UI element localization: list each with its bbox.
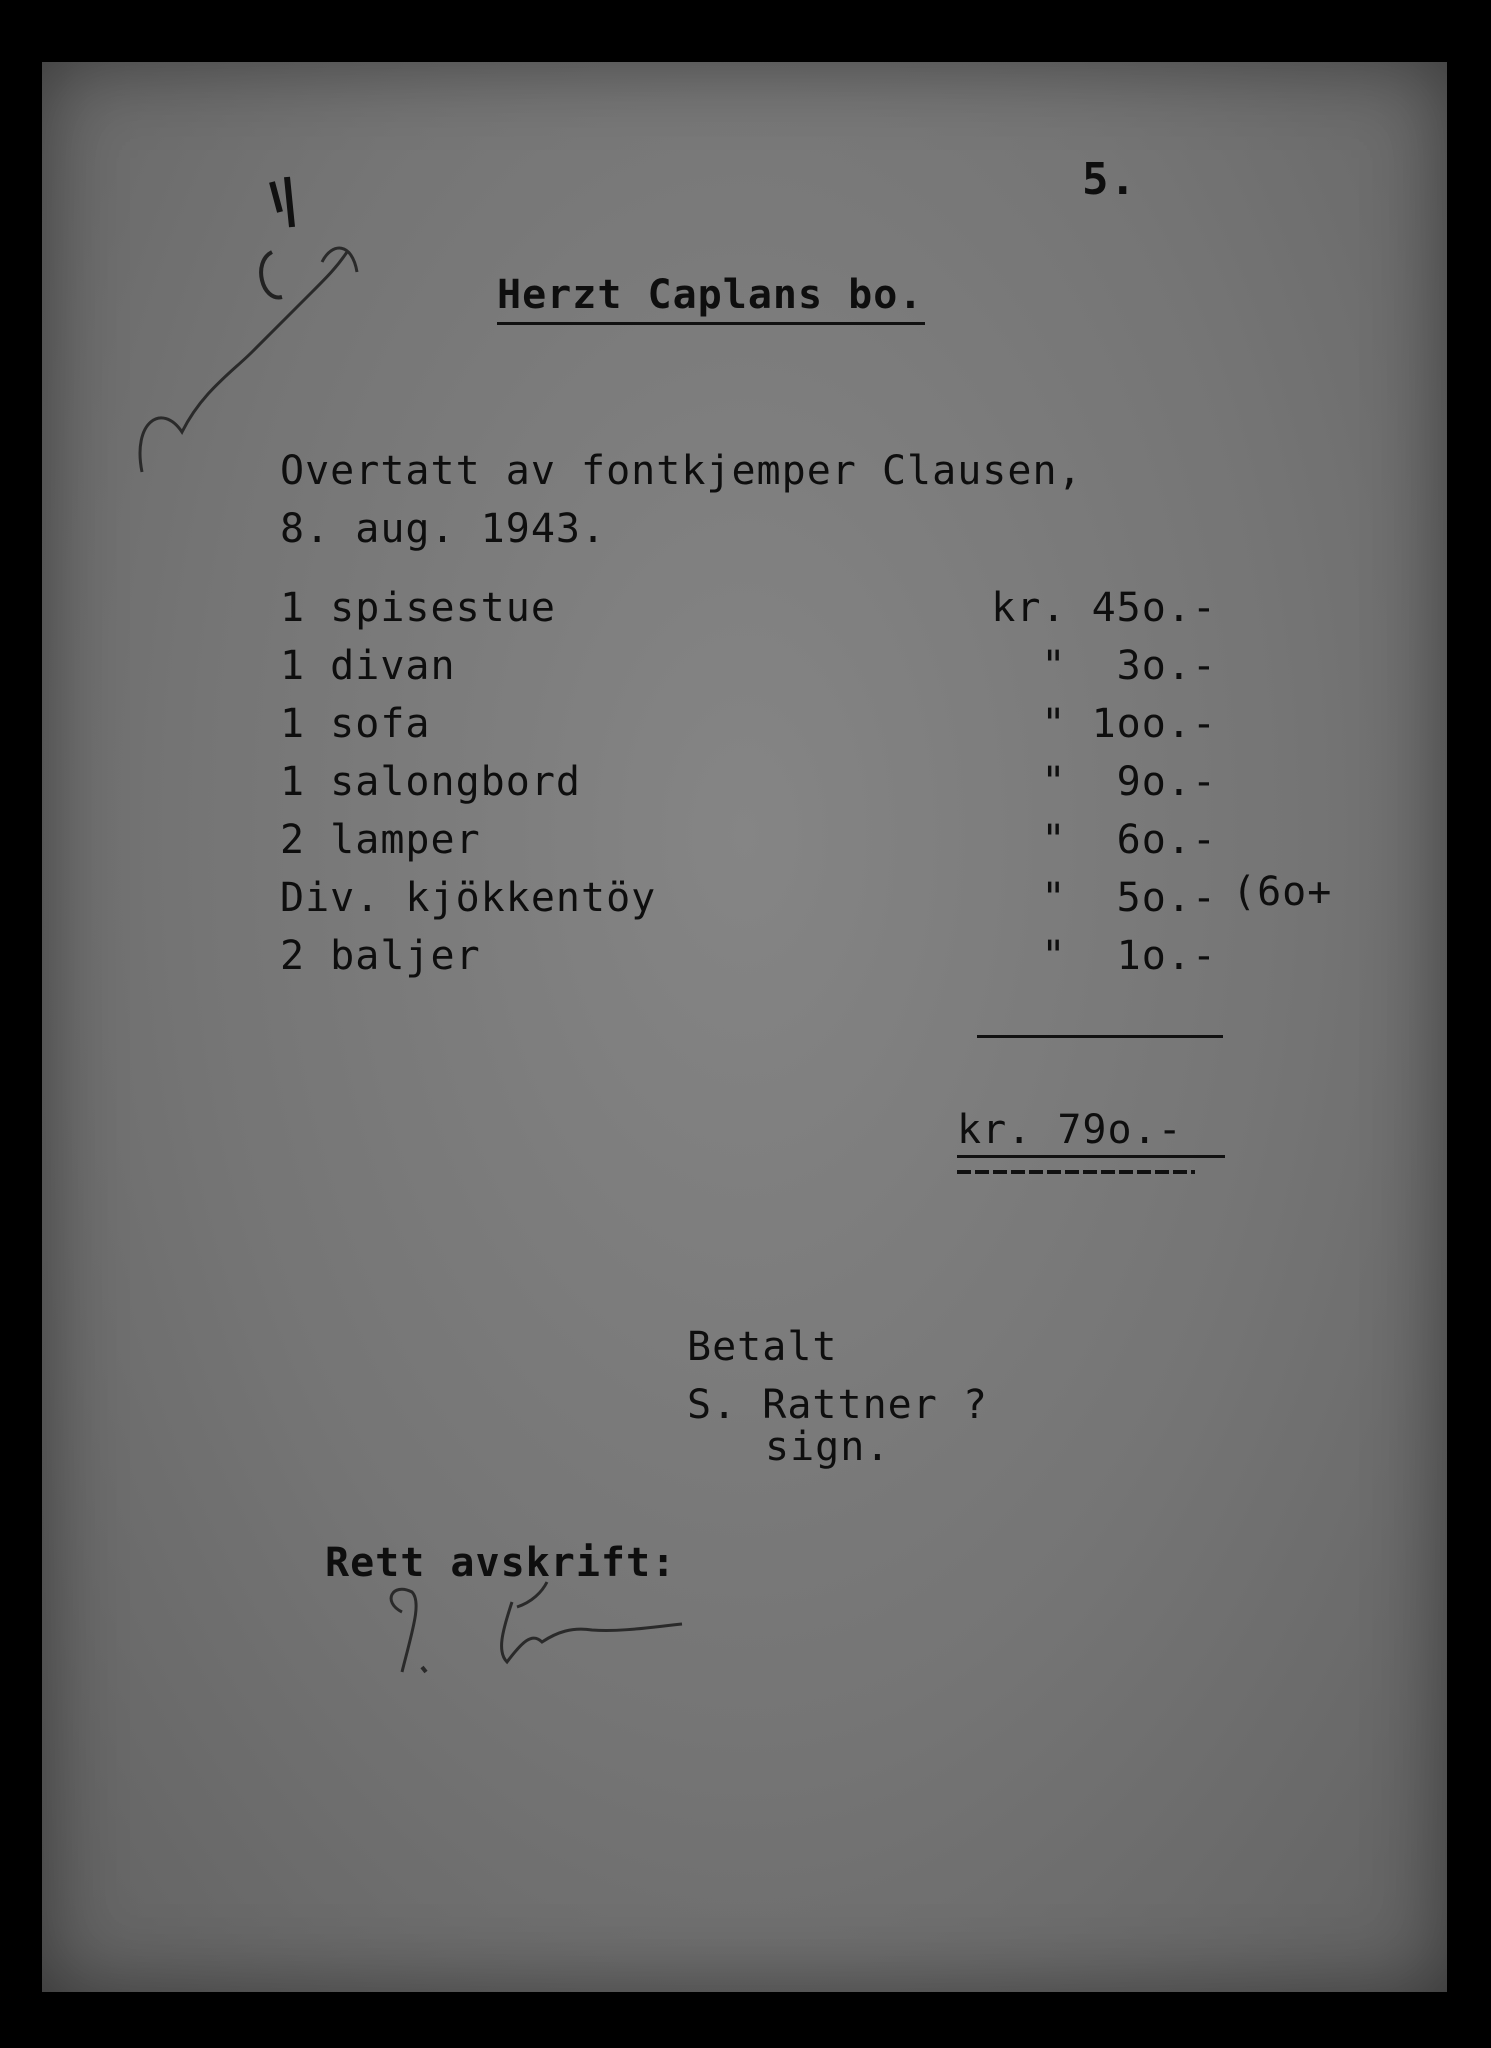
list-item: 2 baljer [280, 933, 481, 979]
list-item: 1 spisestue [280, 585, 556, 631]
total-underline [957, 1155, 1225, 1158]
total-double-underline [957, 1170, 1195, 1174]
item-amount: " 1o.- [1041, 933, 1217, 979]
item-amount: " 1oo.- [1041, 701, 1217, 747]
true-copy-label: Rett avskrift: [325, 1540, 677, 1586]
paid-label: Betalt [687, 1324, 838, 1370]
item-amount: " 3o.- [1041, 643, 1217, 689]
list-item: Div. kjökkentöy [280, 875, 657, 921]
page-number: 5. [1082, 154, 1137, 205]
list-item: 2 lamper [280, 817, 481, 863]
sign-label: sign. [765, 1424, 891, 1470]
item-amount: " 6o.- [1041, 817, 1217, 863]
document-title: Herzt Caplans bo. [497, 272, 924, 318]
lamp-correction-note: (6o+ [1232, 869, 1333, 915]
handwritten-signature [382, 1572, 802, 1692]
total-amount: kr. 79o.- [957, 1107, 1183, 1153]
intro-line: Overtatt av fontkjemper Clausen, [280, 448, 1083, 494]
item-amount: kr. 45o.- [991, 585, 1217, 631]
intro-block [280, 442, 1083, 558]
intro-line: 8. aug. 1943. [280, 506, 607, 552]
sum-underline [977, 1035, 1223, 1038]
item-amount: " 9o.- [1041, 759, 1217, 805]
list-item: 1 divan [280, 643, 456, 689]
item-amount: " 5o.- [1041, 875, 1217, 921]
signer-name: S. Rattner ? [687, 1382, 988, 1428]
title-underline [497, 322, 925, 325]
items-list [280, 579, 656, 985]
list-item: 1 salongbord [280, 759, 581, 805]
document-sheet [42, 62, 1447, 1992]
list-item: 1 sofa [280, 701, 431, 747]
amounts-list [937, 579, 1217, 985]
